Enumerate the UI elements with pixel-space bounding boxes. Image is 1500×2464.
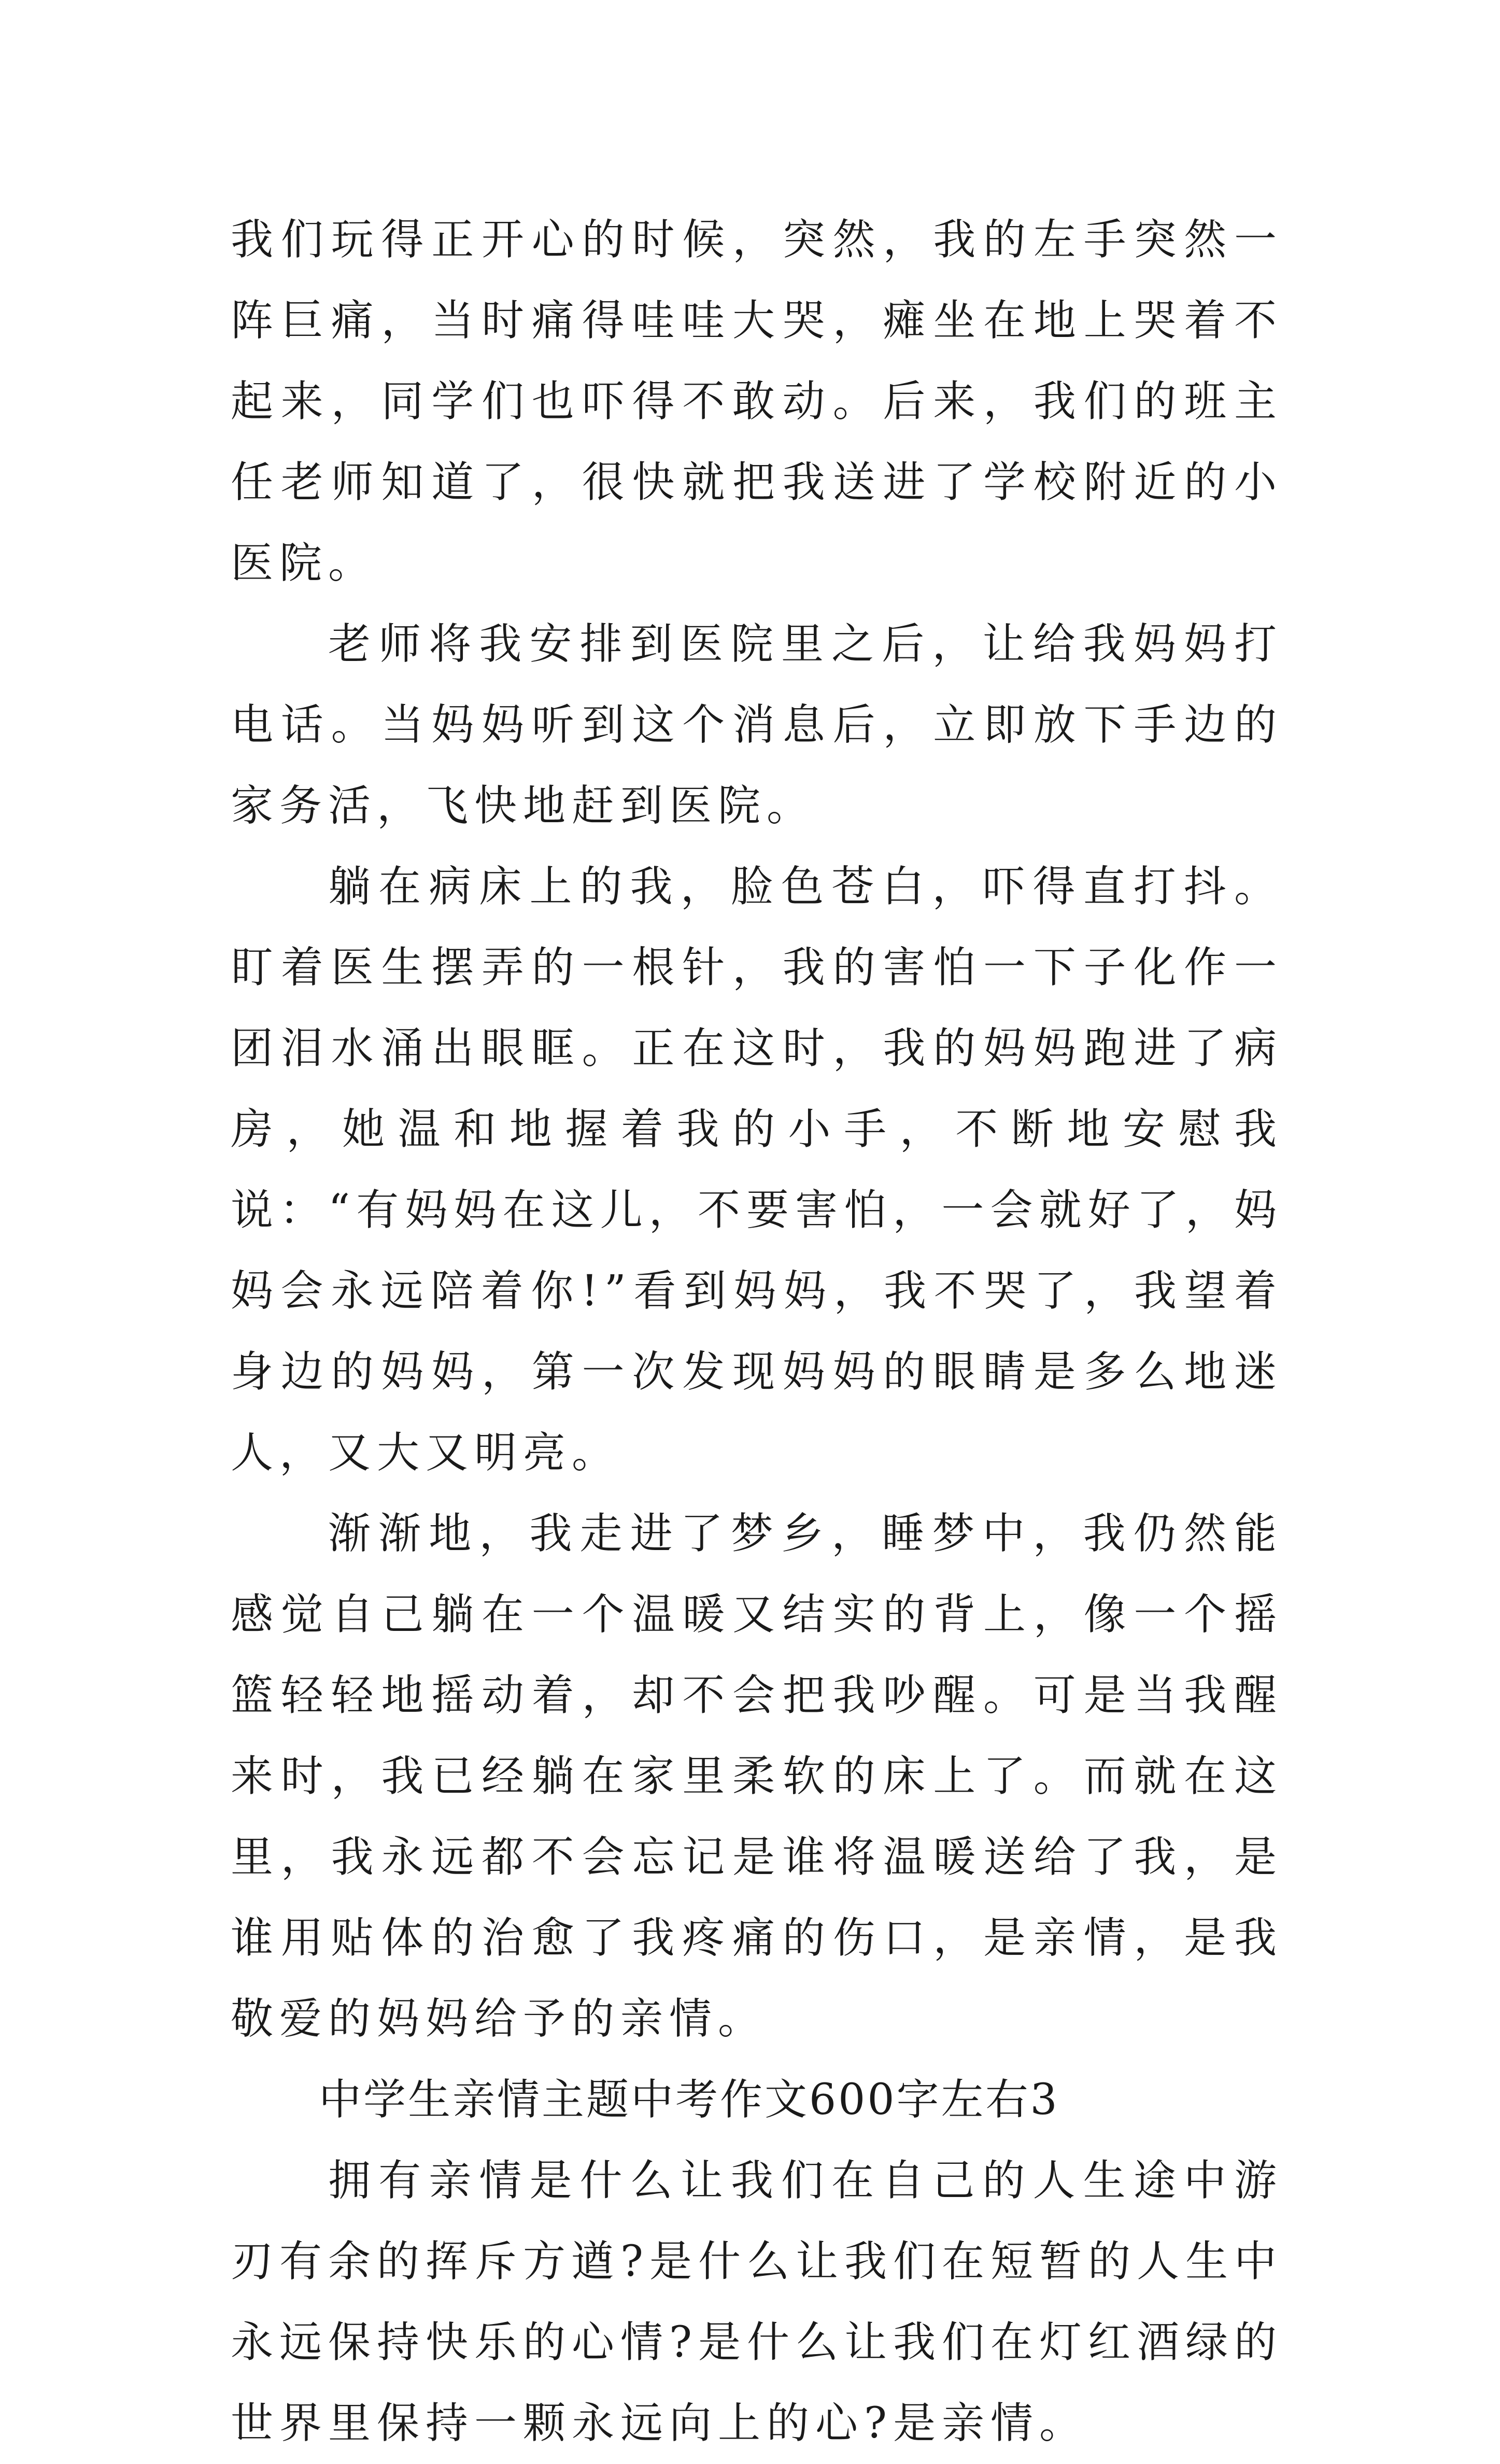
paragraph-2: 老师将我安排到医院里之后，让给我妈妈打电话。当妈妈听到这个消息后，立即放下手边的家务活，飞快地赶到医院。: [231, 619, 1283, 830]
paragraph-4: 渐渐地，我走进了梦乡，睡梦中，我仍然能感觉自己躺在一个温暖又结实的背上，像一个摇篮轻轻地摇动着，却不会把我吵醒。可是当我醒来时，我已经躺在家里柔软的床上了。而就在这里，我永远都不会忘记是谁将温暖送给了我，是谁用贴体的治愈了我疼痛的伤口，是亲情，是我敬爱的妈妈给予的亲情。: [231, 1509, 1283, 2044]
paragraph-1: 我们玩得正开心的时候，突然，我的左手突然一阵巨痛，当时痛得哇哇大哭，瘫坐在地上哭着不起来，同学们也吓得不敢动。后来，我们的班主任老师知道了，很快就把我送进了学校附近的小医院。: [231, 215, 1283, 588]
paragraph-3: 躺在病床上的我，脸色苍白，吓得直打抖。盯着医生摆弄的一根针，我的害怕一下子化作一团泪水涌出眼眶。正在这时，我的妈妈跑进了病房，她温和地握着我的小手，不断地安慰我说：“有妈妈在这儿，不要害怕，一会就好了，妈妈会永远陪着你!”看到妈妈，我不哭了，我望着身边的妈妈，第一次发现妈妈的眼睛是多么地迷人，又大又明亮。: [231, 862, 1283, 1477]
paragraph-5: 拥有亲情是什么让我们在自己的人生途中游刃有余的挥斥方遒?是什么让我们在短暂的人生中永远保持快乐的心情?是什么让我们在灯红酒绿的世界里保持一颗永远向上的心?是亲情。: [231, 2156, 1283, 2448]
section-heading: 中学生亲情主题中考作文600字左右3: [319, 2075, 1059, 2124]
document-body: [231, 200, 1283, 2464]
